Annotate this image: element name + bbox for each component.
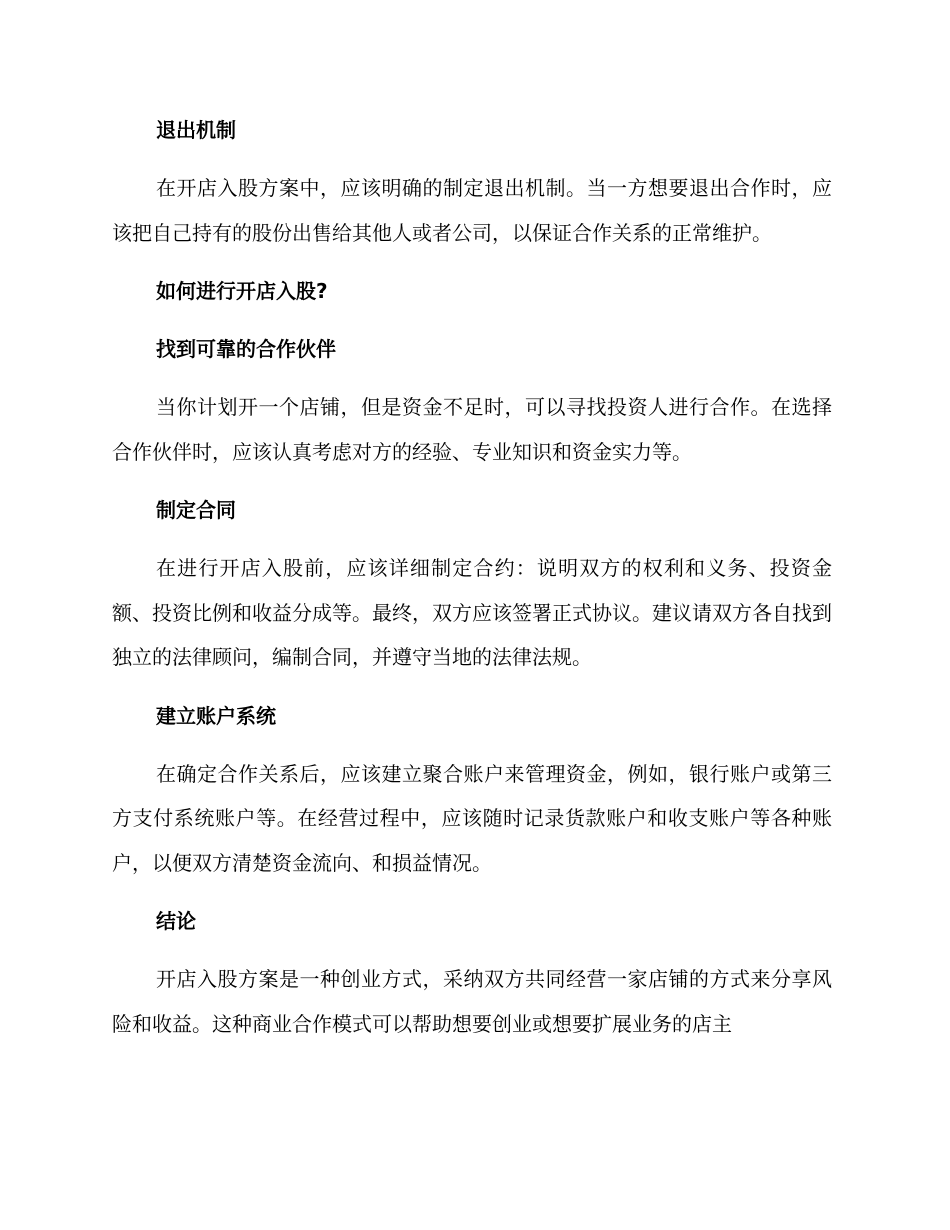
section-paragraph: 在确定合作关系后，应该建立聚合账户来管理资金，例如，银行账户或第三方支付系统账户等。在经营过程中，应该随时记录货款账户和收支账户等各种账户，以便双方清楚资金流向、和损益情况。 bbox=[112, 761, 832, 875]
document-page bbox=[112, 108, 832, 1060]
section-contract bbox=[112, 488, 832, 680]
section-heading: 结论 bbox=[156, 909, 196, 933]
section-heading: 如何进行开店入股? bbox=[156, 279, 328, 303]
section-paragraph: 在进行开店入股前，应该详细制定合约：说明双方的权利和义务、投资金额、投资比例和收益分成等。最终，双方应该签署正式协议。建议请双方各自找到独立的法律顾问，编制合同，并遵守当地的法律法规。 bbox=[112, 556, 832, 669]
section-how-to-invest bbox=[112, 269, 832, 313]
section-conclusion bbox=[112, 899, 832, 1046]
section-account-system bbox=[112, 694, 832, 886]
section-find-partner bbox=[112, 327, 832, 474]
section-paragraph: 开店入股方案是一种创业方式，采纳双方共同经营一家店铺的方式来分享风险和收益。这种商业合作模式可以帮助想要创业或想要扩展业务的店主 bbox=[112, 967, 832, 1036]
section-exit-mechanism bbox=[112, 108, 832, 255]
section-heading: 制定合同 bbox=[156, 498, 236, 522]
section-heading: 找到可靠的合作伙伴 bbox=[156, 337, 336, 361]
section-heading: 建立账户系统 bbox=[156, 703, 276, 728]
section-paragraph: 当你计划开一个店铺，但是资金不足时，可以寻找投资人进行合作。在选择合作伙伴时，应该认真考虑对方的经验、专业知识和资金实力等。 bbox=[112, 395, 832, 464]
section-paragraph: 在开店入股方案中，应该明确的制定退出机制。当一方想要退出合作时，应该把自己持有的股份出售给其他人或者公司，以保证合作关系的正常维护。 bbox=[112, 176, 832, 245]
section-heading: 退出机制 bbox=[156, 118, 236, 142]
